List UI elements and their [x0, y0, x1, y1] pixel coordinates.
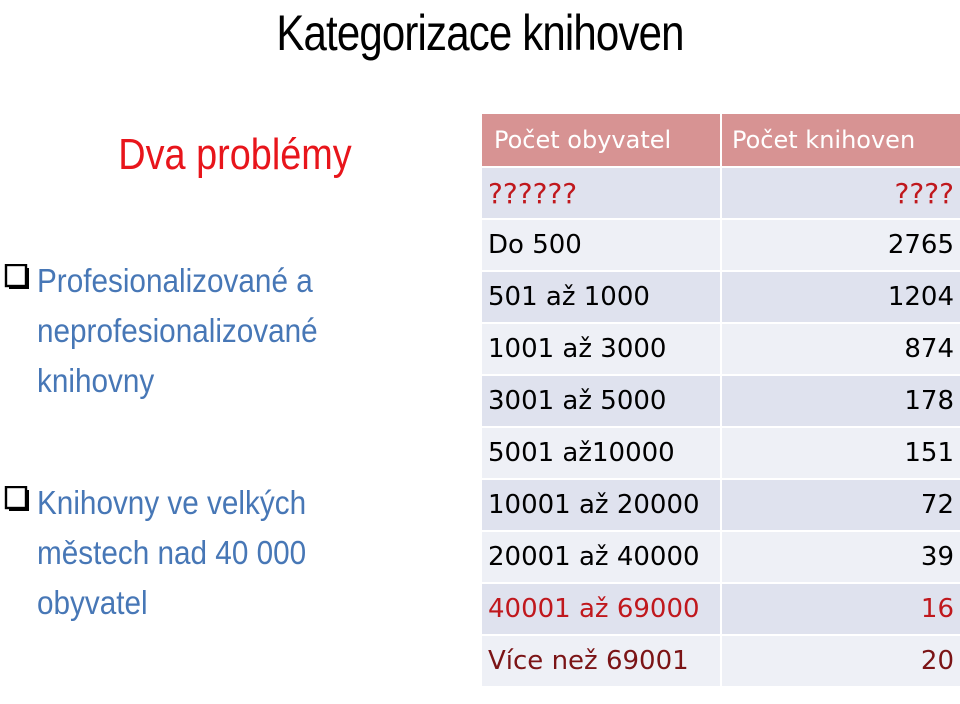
header-libraries: Počet knihoven: [721, 113, 960, 167]
cell-range: 20001 až 40000: [481, 531, 721, 583]
table-row: [481, 375, 960, 427]
table-row: [481, 531, 960, 583]
cell-range: 501 až 1000: [481, 271, 721, 323]
table-row: [481, 167, 960, 219]
library-table: [480, 112, 960, 688]
cell-count: 39: [721, 531, 960, 583]
bullet-text: Profesionalizované a neprofesionalizované knihovny: [37, 262, 318, 399]
table-header-row: [481, 113, 960, 167]
slide-subtitle: Dva problémy: [118, 130, 352, 179]
cell-count: 178: [721, 375, 960, 427]
table-row: [481, 479, 960, 531]
cell-count: 72: [721, 479, 960, 531]
cell-range: 10001 až 20000: [481, 479, 721, 531]
table-row: [481, 271, 960, 323]
cell-count: 2765: [721, 219, 960, 271]
cell-range: 3001 až 5000: [481, 375, 721, 427]
cell-range: Do 500: [481, 219, 721, 271]
bullet-item: [4, 256, 434, 406]
slide-title: Kategorizace knihoven: [276, 5, 684, 61]
header-population: Počet obyvatel: [481, 113, 721, 167]
table-row: [481, 219, 960, 271]
table-row: [481, 427, 960, 479]
table-row: [481, 323, 960, 375]
table-row: [481, 583, 960, 635]
cell-range: ??????: [481, 167, 721, 219]
cell-count: 1204: [721, 271, 960, 323]
bullet-item: [4, 478, 434, 628]
bullet-text: Knihovny ve velkých městech nad 40 000 obyvatel: [37, 484, 307, 621]
checkbox-square-icon: [4, 486, 31, 513]
table-row: [481, 635, 960, 687]
cell-range: 1001 až 3000: [481, 323, 721, 375]
cell-range: Více než 69001: [481, 635, 721, 687]
cell-count: 20: [721, 635, 960, 687]
cell-count: 874: [721, 323, 960, 375]
cell-count: 16: [721, 583, 960, 635]
cell-count: 151: [721, 427, 960, 479]
checkbox-square-icon: [4, 264, 31, 291]
cell-range: 40001 až 69000: [481, 583, 721, 635]
cell-range: 5001 až10000: [481, 427, 721, 479]
cell-count: ????: [721, 167, 960, 219]
